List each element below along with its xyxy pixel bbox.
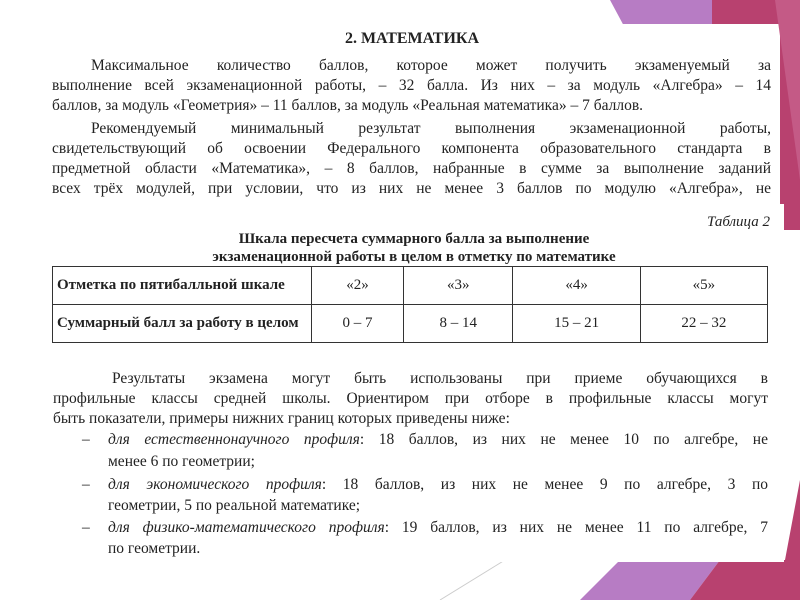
row-header: Суммарный балл за работу в целом: [53, 305, 312, 343]
table-cell: «4»: [513, 267, 640, 305]
paragraph-line: предметной области «Математика», – 8 баллов, набранные в сумме за выполнение заданий: [52, 160, 771, 177]
table-cell: «3»: [403, 267, 513, 305]
table-row: [53, 305, 768, 343]
table-row: [53, 267, 768, 305]
document-image-bottom: [44, 204, 784, 562]
bullet-dash: –: [82, 519, 90, 536]
bullet-line: геометрии, 5 по реальной математике;: [108, 497, 361, 514]
table-cell: 8 – 14: [403, 305, 513, 343]
table-cell: «2»: [312, 267, 404, 305]
profile-name: для экономического профиля: [108, 476, 322, 493]
bullet-line: [108, 431, 768, 449]
bullet-line: менее 6 по геометрии;: [108, 453, 255, 470]
document-image-top: [46, 24, 778, 206]
bullet-line: [108, 476, 768, 494]
row-header: Отметка по пятибалльной шкале: [53, 267, 312, 305]
table-cell: 15 – 21: [513, 305, 640, 343]
paragraph-line: выполнение всей экзаменационной работы, – 32 балла. Из них – за модуль «Алгебра» – 14: [52, 77, 771, 94]
profile-name: для физико-математического профиля: [108, 519, 385, 536]
paragraph-line: профильные классы средней школы. Ориентиром при отборе в профильные классы могут: [53, 390, 768, 407]
section-title: 2. МАТЕМАТИКА: [344, 30, 480, 47]
paragraph-line: Результаты экзамена могут быть использованы при приеме обучающихся в: [112, 370, 768, 387]
bullet-text: : 19 баллов, из них не менее 11 по алгебре, 7: [384, 519, 769, 536]
bullet-text: : 18 баллов, из них не менее 9 по алгебре, 3 по: [321, 476, 768, 493]
paragraph-line: Максимальное количество баллов, которое может получить экзаменуемый за: [91, 57, 771, 74]
paragraph-line: свидетельствующий об освоении Федерального компонента образовательного стандарта в: [52, 140, 771, 157]
bullet-line: [108, 519, 768, 537]
table-title: экзаменационной работы в целом в отметку по математике: [212, 249, 616, 265]
table-cell: «5»: [640, 267, 767, 305]
table-cell: 22 – 32: [640, 305, 767, 343]
profile-name: для естественнонаучного профиля: [108, 431, 360, 448]
bullet-text: : 18 баллов, из них не менее 10 по алгебре, не: [359, 431, 768, 448]
bullet-dash: –: [82, 476, 90, 493]
paragraph-line: всех трёх модулей, при условии, что из них не менее 3 баллов по модулю «Алгебра», не: [52, 180, 771, 197]
thin-line-decoration: [440, 560, 505, 600]
paragraph-line: баллов, за модуль «Геометрия» – 11 баллов, за модуль «Реальная математика» – 7 баллов.: [52, 97, 644, 114]
bullet-dash: –: [82, 431, 90, 448]
paragraph-line: Рекомендуемый минимальный результат выполнения экзаменационной работы,: [91, 120, 771, 137]
bullet-line: по геометрии.: [108, 540, 201, 557]
table-caption: Таблица 2: [707, 214, 770, 230]
table-title: Шкала пересчета суммарного балла за выполнение: [238, 231, 590, 247]
table-cell: 0 – 7: [312, 305, 404, 343]
grade-scale-table: [52, 266, 768, 343]
paragraph-line: быть показатели, примеры нижних границ которых приведены ниже:: [53, 410, 510, 427]
